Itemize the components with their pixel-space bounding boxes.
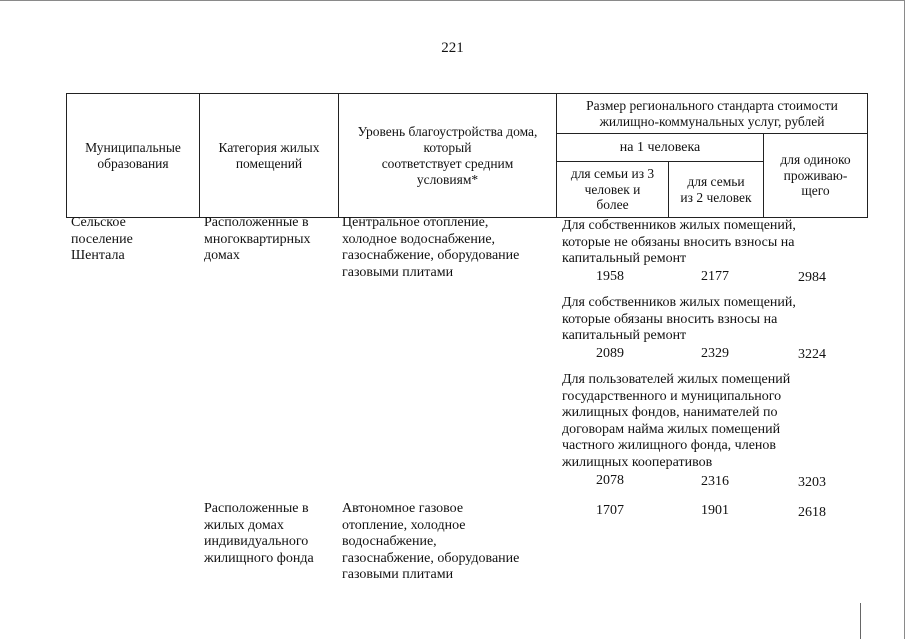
group1-label: Для собственников жилых помещений, которые не обязаны вносить взносы на капитальный ремонт xyxy=(562,218,796,266)
header-table xyxy=(66,93,868,218)
page-number: 221 xyxy=(441,40,464,56)
header-municipality: Муниципальные образования xyxy=(67,94,200,218)
group2-family3-value: 2089 xyxy=(596,346,624,361)
header-improvement-level: Уровень благоустройства дома, который соответствует средним условиям* xyxy=(339,94,557,218)
header-single-resident: для одиноко проживаю- щего xyxy=(764,134,868,218)
scan-edge-mark xyxy=(860,603,885,639)
group2-label: Для собственников жилых помещений, которые обязаны вносить взносы на капитальный ремонт xyxy=(562,295,796,343)
group3-family2-value: 2316 xyxy=(701,474,729,489)
header-per-person: на 1 человека xyxy=(557,134,764,162)
row2-family2-value: 1901 xyxy=(701,503,729,518)
row2-category: Расположенные в жилых домах индивидуального жилищного фонда xyxy=(204,501,314,566)
row2-single-value: 2618 xyxy=(798,505,826,520)
row1-improvement-level: Центральное отопление, холодное водоснабжение, газоснабжение, оборудование газовыми плитами xyxy=(342,215,520,280)
group2-single-value: 3224 xyxy=(798,347,826,362)
group3-label: Для пользователей жилых помещений государственного и муниципального жилищных фондов, нанимателей по договорам найма жилых помещений частного жилищного фонда, членов жилищных кооперативов xyxy=(562,372,791,470)
header-standard-size: Размер регионального стандарта стоимости жилищно-коммунальных услуг, рублей xyxy=(557,94,868,134)
group3-single-value: 3203 xyxy=(798,475,826,490)
row2-improvement-level: Автономное газовое отопление, холодное водоснабжение, газоснабжение, оборудование газовыми плитами xyxy=(342,501,520,582)
header-family-3: для семьи из 3 человек и более xyxy=(557,162,669,218)
group2-family2-value: 2329 xyxy=(701,346,729,361)
group1-family2-value: 2177 xyxy=(701,269,729,284)
header-category: Категория жилых помещений xyxy=(200,94,339,218)
row1-category: Расположенные в многоквартирных домах xyxy=(204,215,311,263)
header-family-2: для семьи из 2 человек xyxy=(669,162,764,218)
row2-family3-value: 1707 xyxy=(596,503,624,518)
municipality-name: Сельское поселение Шентала xyxy=(71,215,133,263)
group1-family3-value: 1958 xyxy=(596,269,624,284)
group1-single-value: 2984 xyxy=(798,270,826,285)
group3-family3-value: 2078 xyxy=(596,473,624,488)
